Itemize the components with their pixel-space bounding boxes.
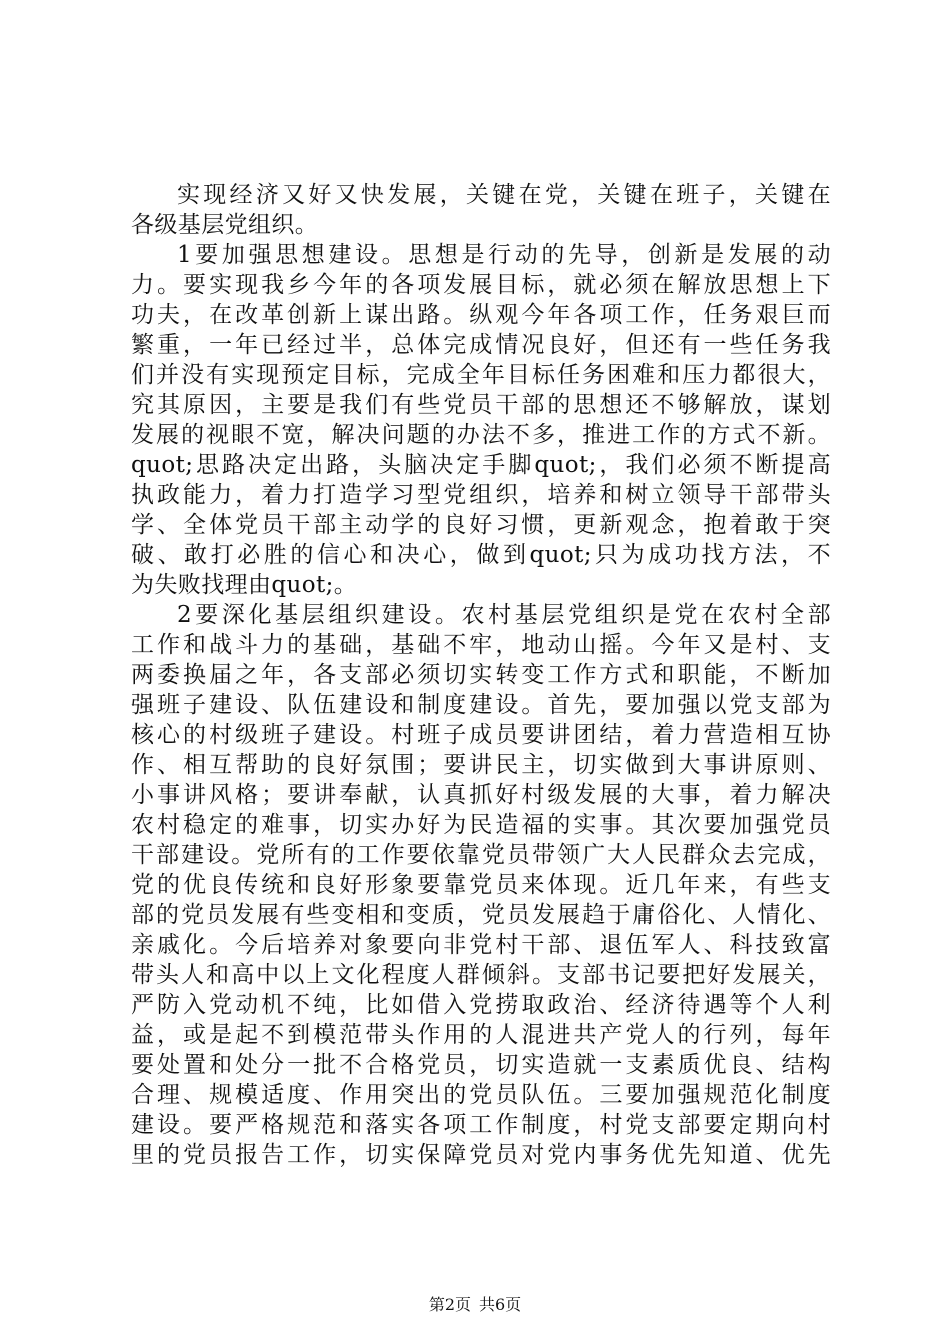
text-line: 带头人和高中以上文化程度人群倾斜。支部书记要把好发展关，	[131, 962, 831, 988]
text-line: 学、全体党员干部主动学的良好习惯，更新观念，抱着敢于突	[131, 512, 831, 538]
text-line: 发展的视眼不宽，解决问题的办法不多，推进工作的方式不新。	[131, 422, 831, 448]
text-line: 严防入党动机不纯，比如借入党捞取政治、经济待遇等个人利	[131, 992, 831, 1018]
text-line: 繁重，一年已经过半，总体完成情况良好，但还有一些任务我	[131, 332, 831, 358]
text-line: 干部建设。党所有的工作要依靠党员带领广大人民群众去完成，	[131, 842, 831, 868]
text-line: quot;思路决定出路，头脑决定手脚quot;，我们必须不断提高	[131, 452, 831, 478]
text-line: 们并没有实现预定目标，完成全年目标任务困难和压力都很大，	[131, 362, 831, 388]
text-line: 强班子建设、队伍建设和制度建设。首先，要加强以党支部为	[131, 692, 831, 718]
text-line: 建设。要严格规范和落实各项工作制度，村党支部要定期向村	[131, 1112, 831, 1138]
text-line: 2要深化基层组织建设。农村基层党组织是党在农村全部	[177, 602, 831, 628]
text-line: 部的党员发展有些变相和变质，党员发展趋于庸俗化、人情化、	[131, 902, 831, 928]
text-line: 要处置和处分一批不合格党员，切实造就一支素质优良、结构	[131, 1052, 831, 1078]
text-line: 农村稳定的难事，切实办好为民造福的实事。其次要加强党员	[131, 812, 831, 838]
text-line: 1要加强思想建设。思想是行动的先导，创新是发展的动	[177, 242, 831, 268]
text-line: 小事讲风格；要讲奉献，认真抓好村级发展的大事，着力解决	[131, 782, 831, 808]
text-line: 作、相互帮助的良好氛围；要讲民主，切实做到大事讲原则、	[131, 752, 831, 778]
text-line: 工作和战斗力的基础，基础不牢，地动山摇。今年又是村、支	[131, 632, 831, 658]
text-line: 力。要实现我乡今年的各项发展目标，就必须在解放思想上下	[131, 272, 831, 298]
text-line: 里的党员报告工作，切实保障党员对党内事务优先知道、优先	[131, 1142, 831, 1168]
text-line: 为失败找理由quot;。	[131, 572, 358, 598]
text-line: 核心的村级班子建设。村班子成员要讲团结，着力营造相互协	[131, 722, 831, 748]
text-line: 执政能力，着力打造学习型党组织，培养和树立领导干部带头	[131, 482, 831, 508]
text-line: 破、敢打必胜的信心和决心，做到quot;只为成功找方法，不	[131, 542, 831, 568]
text-line: 两委换届之年，各支部必须切实转变工作方式和职能，不断加	[131, 662, 831, 688]
page-number: 第2页	[428, 1295, 471, 1314]
page-total: 共6页	[479, 1295, 522, 1314]
page-footer	[0, 1295, 950, 1315]
text-line: 益，或是起不到模范带头作用的人混进共产党人的行列，每年	[131, 1022, 831, 1048]
document-body	[131, 180, 831, 1170]
text-line: 党的优良传统和良好形象要靠党员来体现。近几年来，有些支	[131, 872, 831, 898]
text-line: 功夫，在改革创新上谋出路。纵观今年各项工作，任务艰巨而	[131, 302, 831, 328]
text-line: 实现经济又好又快发展，关键在党，关键在班子，关键在	[177, 182, 831, 208]
text-line: 亲戚化。今后培养对象要向非党村干部、退伍军人、科技致富	[131, 932, 831, 958]
text-line: 究其原因，主要是我们有些党员干部的思想还不够解放，谋划	[131, 392, 831, 418]
text-line: 各级基层党组织。	[131, 212, 319, 238]
text-line: 合理、规模适度、作用突出的党员队伍。三要加强规范化制度	[131, 1082, 831, 1108]
